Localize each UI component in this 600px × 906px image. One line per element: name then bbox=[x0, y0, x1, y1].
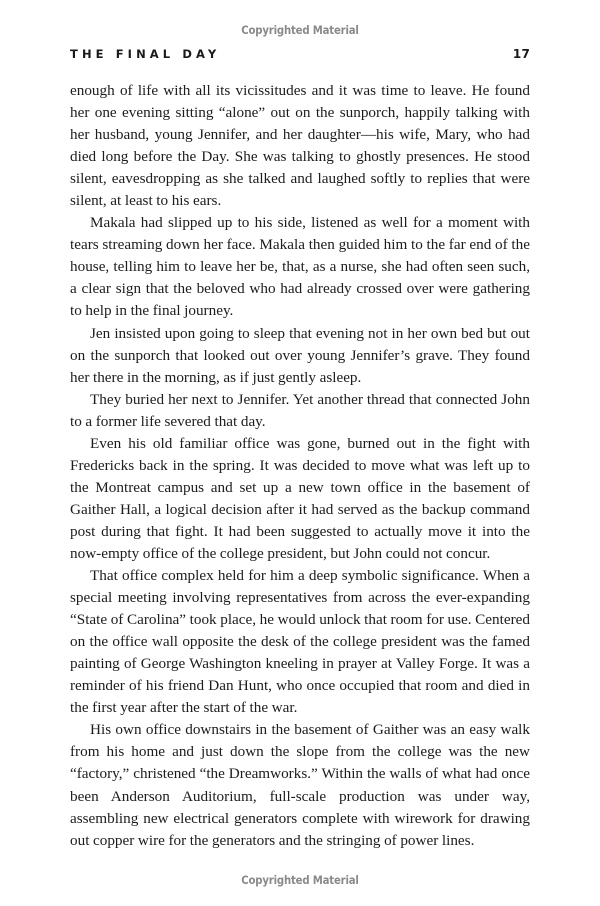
copyright-watermark-top: Copyrighted Material bbox=[241, 23, 359, 37]
running-head bbox=[70, 47, 530, 65]
running-head-title: THE FINAL DAY bbox=[70, 47, 221, 61]
paragraph: His own office downstairs in the basement of Gaither was an easy walk from his home and just down the slope from the college was the new “factory,” christened “the Dreamworks.” Within the walls of what had once been Anderson Auditorium, full-scale production was under way, assembling new electrical generators complete with wirework for drawing out copper wire for the generators and the stringing of power lines. bbox=[70, 721, 530, 849]
body-text bbox=[70, 80, 530, 852]
paragraph: enough of life with all its vicissitudes and it was time to leave. He found her one evening sitting “alone” out on the sunporch, happily talking with her husband, young Jennifer, and her daughter—his wife, Mary, who had died long before the Day. She was talking to ghostly presences. He stood silent, eavesdropping as she talked and laughed softly to replies that were silent, at least to his ears. bbox=[70, 82, 530, 210]
paragraph: Jen insisted upon going to sleep that evening not in her own bed but out on the sunporch that looked out over young Jennifer’s grave. They found her there in the morning, as if just gently asleep. bbox=[70, 324, 530, 386]
paragraph: Even his old familiar office was gone, burned out in the fight with Fredericks back in the spring. It was decided to move what was left up to the Montreat campus and set up a new town office in the basement of Gaither Hall, a logical decision after it had served as the backup command post during that fight. It had been suggested to actually move it into the now-empty office of the college president, but John could not concur. bbox=[70, 434, 530, 562]
paragraph: That office complex held for him a deep symbolic significance. When a special meeting involving representatives from across the ever-expanding “State of Carolina” took place, he would unlock that room for use. Centered on the office wall opposite the desk of the college president was the famed painting of George Washington kneeling in prayer at Valley Forge. It was a reminder of his friend Dan Hunt, who once occupied that room and died in the first year after the start of the war. bbox=[70, 567, 530, 717]
copyright-watermark-bottom: Copyrighted Material bbox=[241, 873, 359, 887]
page-number: 17 bbox=[512, 47, 530, 61]
paragraph: Makala had slipped up to his side, listened as well for a moment with tears streaming down her face. Makala then guided him to the far end of the house, telling him to leave her be, that, as a nurse, she had often seen such, a clear sign that the beloved who had already crossed over were gathering to help in the final journey. bbox=[70, 214, 530, 320]
paragraph: They buried her next to Jennifer. Yet another thread that connected John to a former life severed that day. bbox=[70, 390, 530, 430]
